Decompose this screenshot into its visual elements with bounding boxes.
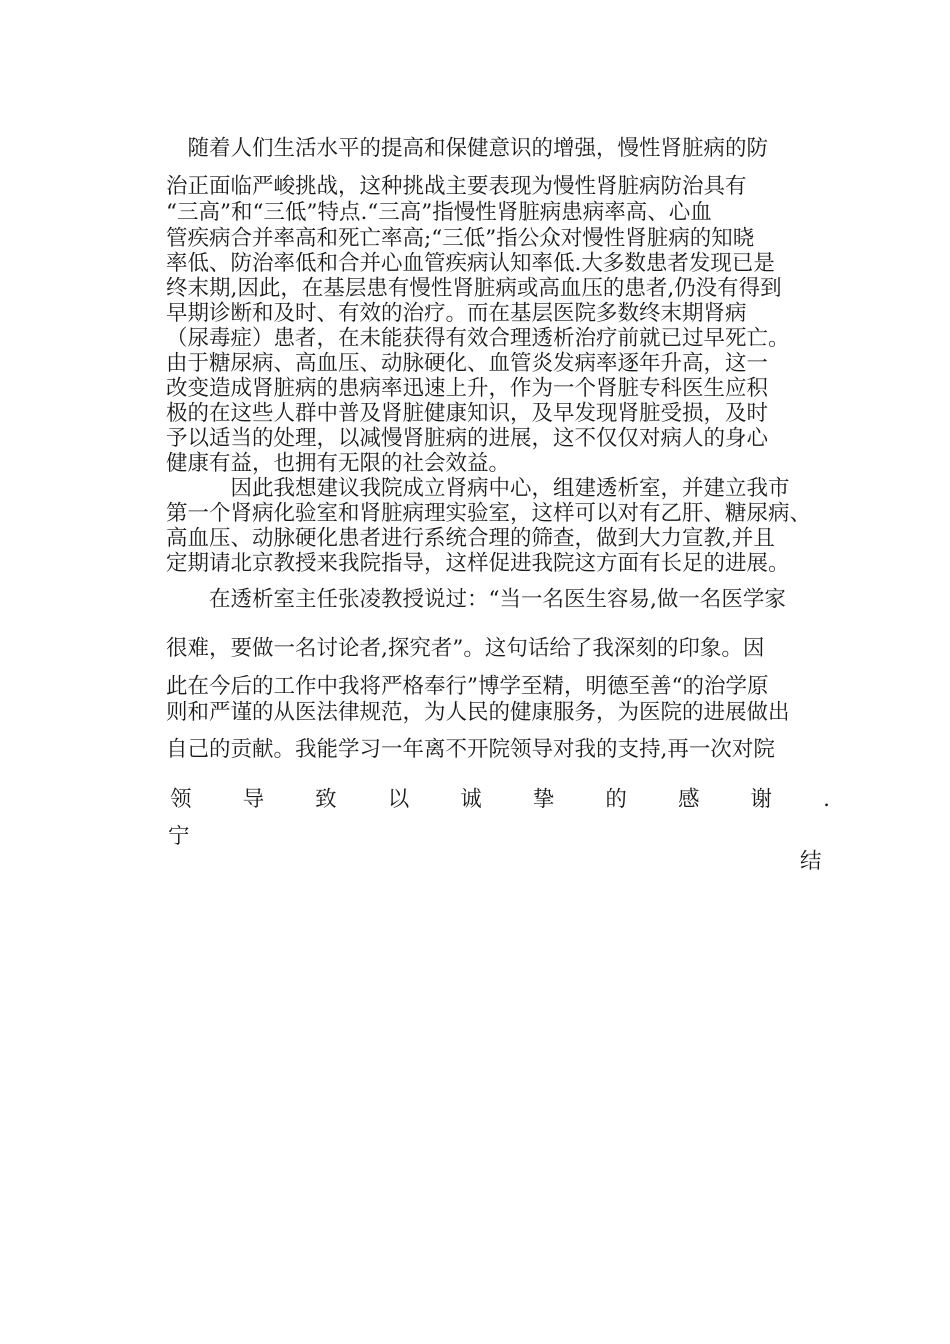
text-line: 改变造成肾脏病的患病率迅速上升，作为一个肾脏专科医生应积: [166, 376, 769, 401]
closing-char: 以: [387, 787, 410, 812]
text-line: 此在今后的工作中我将严格奉行”博学至精，明德至善“的治学原: [166, 674, 769, 699]
text-line: 高血压、动脉硬化患者进行系统合理的筛查，做到大力宣教,并且: [166, 526, 775, 551]
text-line: 予以适当的处理，以减慢肾脏病的进展，这不仅仅对病人的身心: [166, 426, 769, 451]
text-line: 早期诊断和及时、有效的治疗。而在基层医院多数终末期肾病: [166, 301, 747, 326]
text-line: 治正面临严峻挑战，这种挑战主要表现为慢性肾脏病防治具有: [166, 174, 747, 199]
closing-char: 诚: [460, 787, 482, 812]
text-line: 极的在这些人群中普及肾脏健康知识，及早发现肾脏受损，及时: [166, 401, 769, 426]
text-line: 自己的贡献。我能学习一年离不开院领导对我的支持,再一次对院: [166, 737, 775, 762]
text-line: 管疾病合并率高和死亡率高;“三低”指公众对慢性肾脏病的知晓: [166, 226, 755, 251]
trailing-char: 宁: [168, 824, 190, 849]
closing-char: 的: [605, 787, 627, 812]
text-line: 终末期,因此，在基层患有慢性肾脏病或高血压的患者,仍没有得到: [166, 276, 782, 301]
trailing-char: 结: [800, 849, 822, 874]
text-line: （尿毒症）患者，在未能获得有效合理透析治疗前就已过早死亡。: [166, 326, 790, 351]
closing-char: 谢: [750, 787, 773, 812]
text-line: 率低、防治率低和合并心血管疾病认知率低.大多数患者发现已是: [166, 251, 775, 276]
text-line: 因此我想建议我院成立肾病中心，组建透析室，并建立我市: [166, 476, 790, 501]
text-line: 健康有益，也拥有无限的社会效益。: [166, 451, 511, 476]
closing-char: .: [823, 787, 830, 812]
text-line: 很难，要做一名讨论者,探究者”。这句话给了我深刻的印象。因: [166, 636, 765, 661]
closing-char: 挚: [532, 787, 555, 812]
text-line: 随着人们生活水平的提高和保健意识的增强，慢性肾脏病的防: [166, 136, 769, 161]
text-line: 由于糖尿病、高血压、动脉硬化、血管炎发病率逐年升高，这一: [166, 351, 769, 376]
text-line: 定期请北京教授来我院指导，这样促进我院这方面有长足的进展。: [166, 551, 790, 576]
text-line: 则和严谨的从医法律规范，为人民的健康服务，为医院的进展做出: [166, 700, 790, 725]
closing-char: 领: [170, 787, 192, 812]
closing-char: 导: [242, 787, 265, 812]
text-line: 第一个肾病化验室和肾脏病理实验室，这样可以对有乙肝、糖尿病、: [166, 501, 812, 526]
text-line: 在透析室主任张凌教授说过：“当一名医生容易,做一名医学家: [166, 587, 786, 612]
justified-closing-line: [170, 787, 830, 813]
closing-char: 致: [315, 787, 337, 812]
closing-char: 感: [677, 787, 700, 812]
text-line: “三高”和“三低”特点.“三高”指慢性肾脏病患病率高、心血: [166, 200, 712, 225]
